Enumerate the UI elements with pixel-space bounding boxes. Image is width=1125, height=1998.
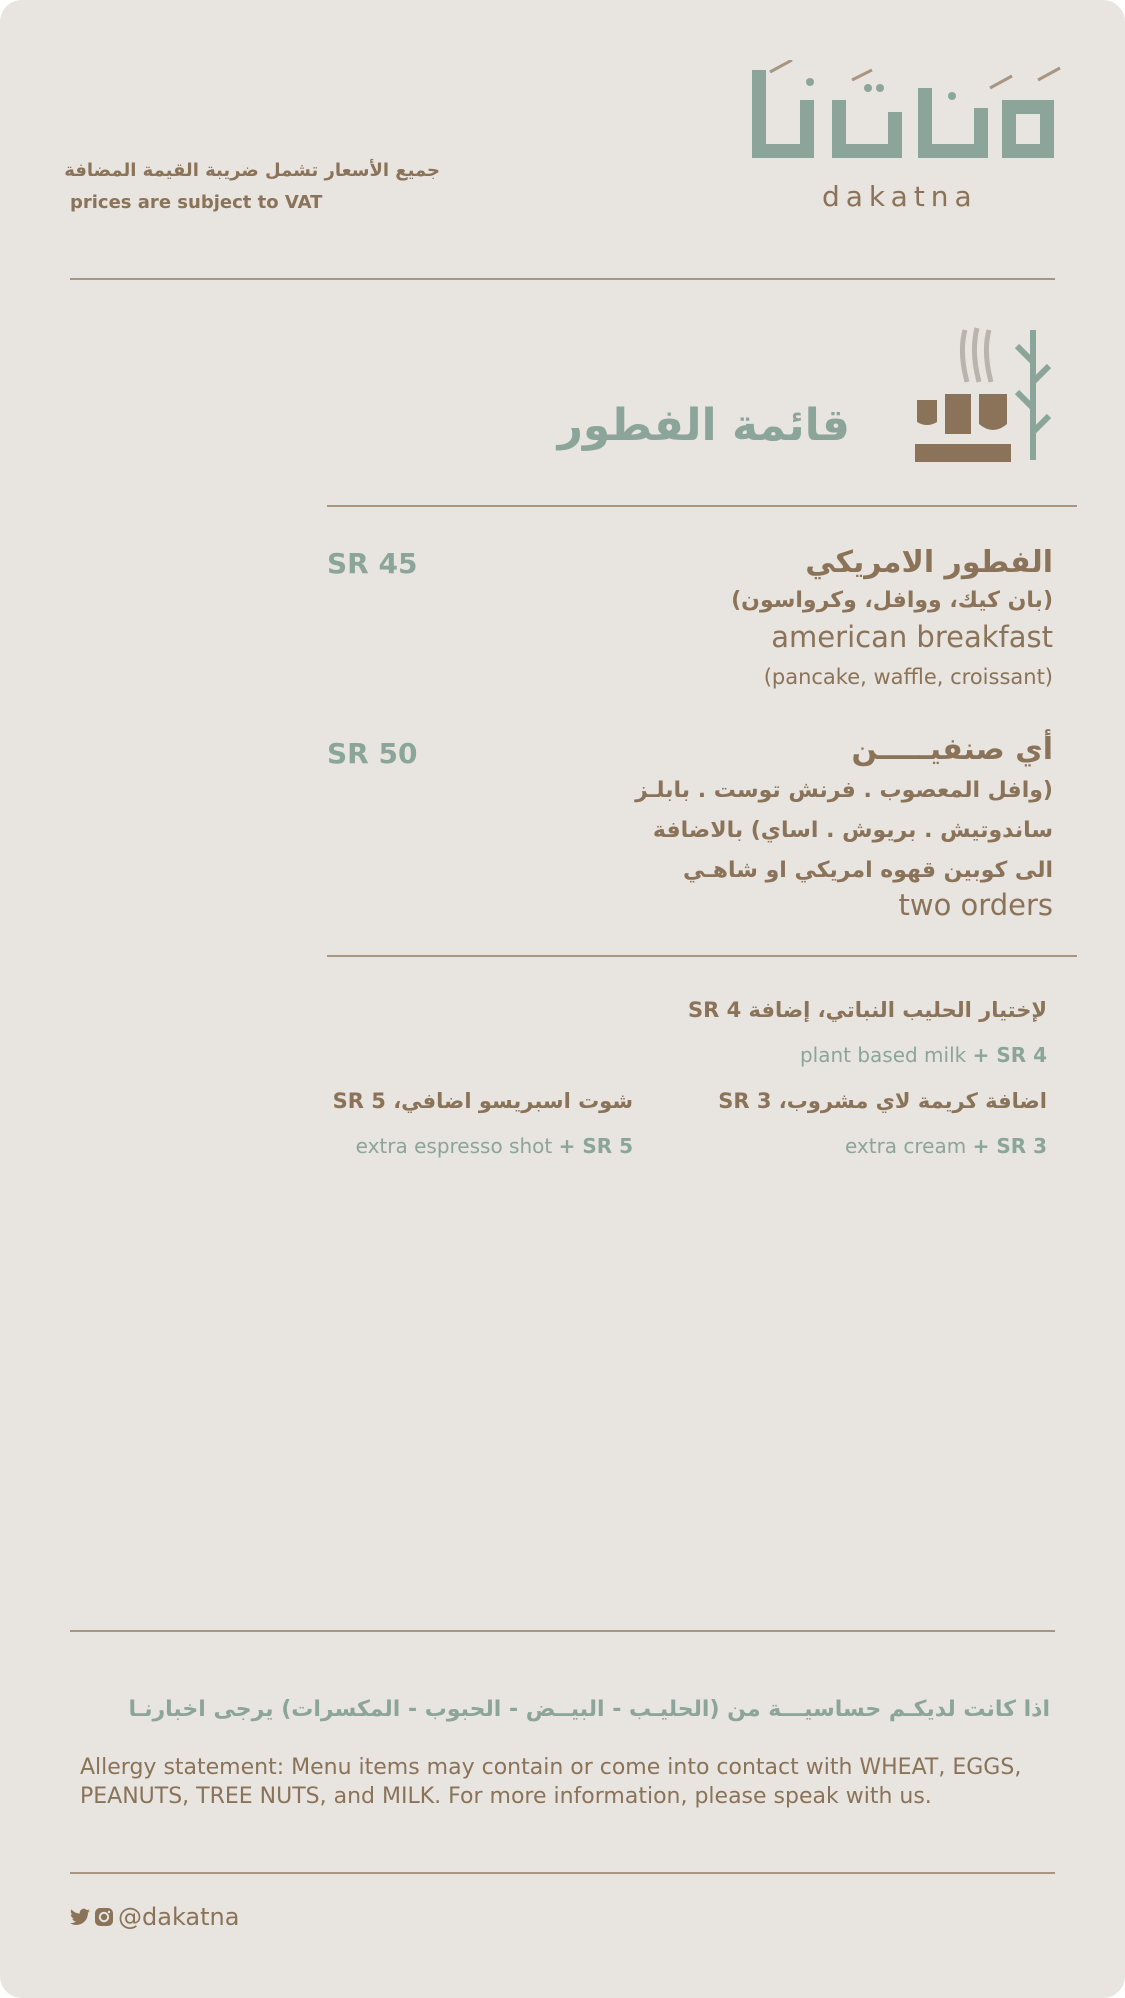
extra-espresso-price: + SR 5	[558, 1134, 633, 1158]
plant-icon	[1017, 330, 1049, 460]
logo-wordmark: dakatna	[822, 180, 978, 213]
extra-cream-arabic: اضافة كريمة لاي مشروب، 3 SR	[718, 1089, 1047, 1113]
item-1-title-english: american breakfast	[771, 620, 1053, 654]
extra-cream-english: extra cream + SR 3	[844, 1134, 1047, 1158]
extra-plant-milk-english: plant based milk + SR 4	[799, 1043, 1047, 1067]
item-2-desc-arabic-line-3: الى كوبين قهوه امريكي او شاهـي	[683, 858, 1053, 883]
item-2-desc-arabic-line-2: ساندوتيش . بريوش . اساي) بالاضافة	[652, 818, 1053, 843]
extra-espresso-arabic: شوت اسبريسو اضافي، 5 SR	[332, 1089, 633, 1113]
extra-plant-milk-price: + SR 4	[972, 1043, 1047, 1067]
instagram-icon[interactable]	[94, 1907, 114, 1927]
items-divider	[327, 955, 1077, 957]
footer-divider-bottom	[70, 1872, 1055, 1874]
item-2-price: SR 50	[327, 737, 418, 770]
social-handle[interactable]	[70, 1903, 239, 1931]
vat-note-english: prices are subject to VAT	[70, 192, 323, 213]
section-title: قائمة الفطور	[557, 400, 850, 451]
extra-plant-milk-arabic: لإختيار الحليب النباتي، إضافة 4 SR	[687, 998, 1047, 1022]
item-2-title-english: two orders	[898, 888, 1053, 922]
item-2-desc-arabic-line-1: (وافل المعصوب . فرنش توست . بابلـز	[635, 778, 1053, 803]
item-1-price: SR 45	[327, 547, 418, 580]
allergy-statement-english: Allergy statement: Menu items may contain or come into contact with WHEAT, EGGS, PEANUTS, TREE NUTS, and MILK. For more information, please speak with us.	[80, 1755, 1022, 1809]
vat-note-arabic: جميع الأسعار تشمل ضريبة القيمة المضافة	[64, 160, 440, 181]
allergy-statement-arabic: اذا كانت لديكـم حساسيـــة من (الحليـب - البيــض - الحبوب - المكسرات) يرجى اخبارنـا	[128, 1697, 1050, 1722]
section-divider	[327, 505, 1077, 507]
steam-icon	[962, 328, 991, 382]
item-1-title-arabic: الفطور الامريكي	[805, 545, 1053, 580]
extra-cream-price: + SR 3	[972, 1134, 1047, 1158]
footer-divider-top	[70, 1630, 1055, 1632]
item-2-title-arabic: أي صنفيـــــن	[851, 732, 1053, 767]
twitter-icon[interactable]	[70, 1908, 90, 1926]
breakfast-bowl-icon	[905, 322, 1055, 464]
item-1-desc-arabic: (بان كيك، ووافل، وكرواسون)	[731, 588, 1053, 613]
extra-espresso-english: extra espresso shot + SR 5	[355, 1134, 633, 1158]
social-handle-text: @dakatna	[118, 1903, 240, 1931]
header-divider	[70, 278, 1055, 280]
item-1-desc-english: (pancake, waffle, croissant)	[763, 665, 1053, 689]
